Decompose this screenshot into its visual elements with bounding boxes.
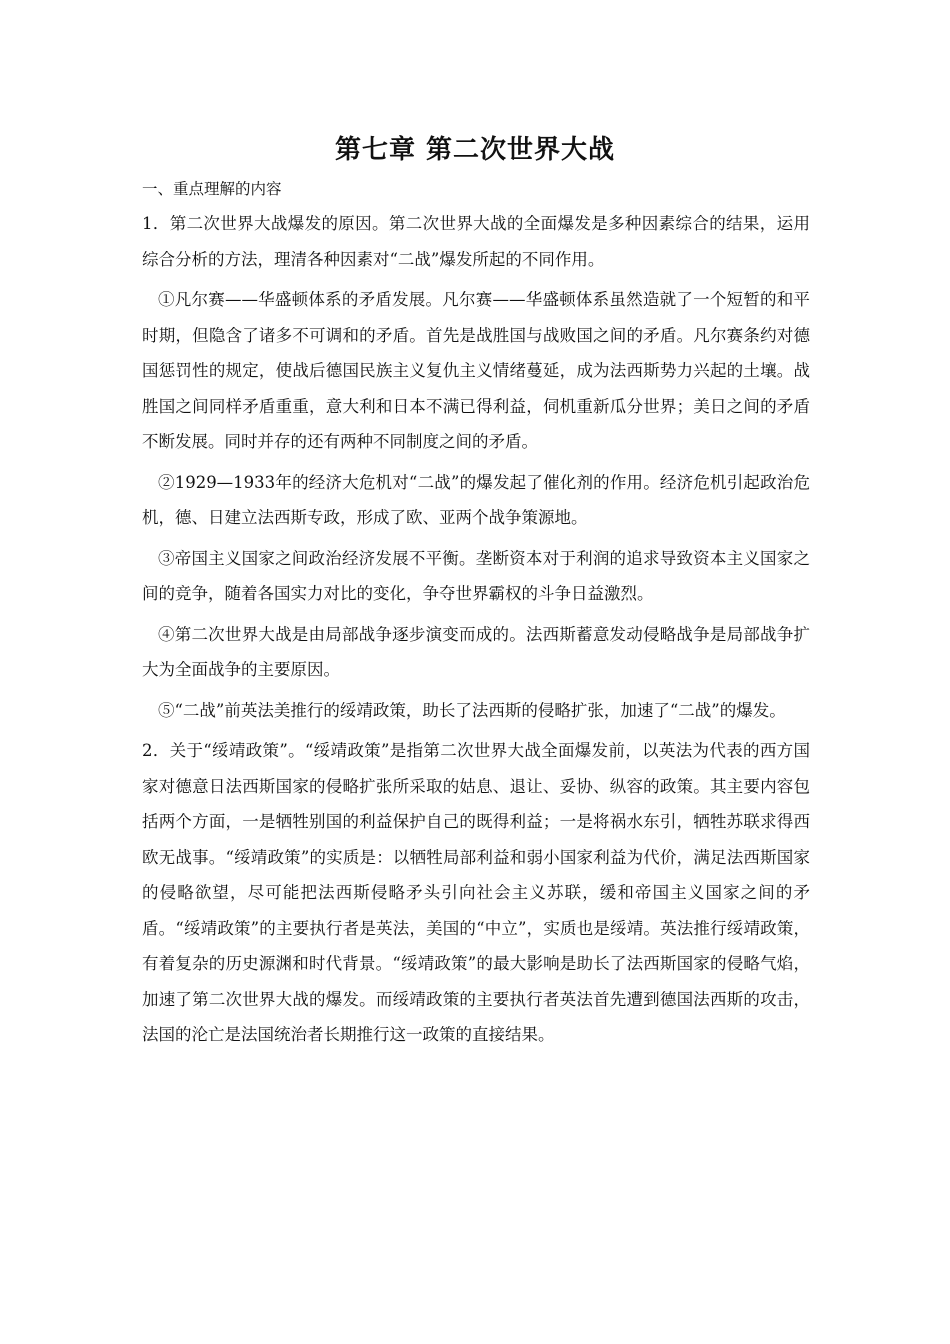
section-heading: 一、重点理解的内容: [142, 180, 282, 198]
paragraph-cause-2: ②1929—1933年的经济大危机对“二战”的爆发起了催化剂的作用。经济危机引起政治危机，德、日建立法西斯专政，形成了欧、亚两个战争策源地。: [142, 472, 810, 527]
paragraph-appeasement: 2．关于“绥靖政策”。“绥靖政策”是指第二次世界大战全面爆发前，以英法为代表的西方国家对德意日法西斯国家的侵略扩张所采取的姑息、退让、妥协、纵容的政策。其主要内容包括两个方面，一是牺牲别国的利益保护自己的既得利益；一是将祸水东引，牺牲苏联求得西欧无战事。“绥靖政策”的实质是：以牺牲局部利益和弱小国家利益为代价，满足法西斯国家的侵略欲望，尽可能把法西斯侵略矛头引向社会主义苏联，缓和帝国主义国家之间的矛盾。“绥靖政策”的主要执行者是英法，美国的“中立”，实质也是绥靖。英法推行绥靖政策，有着复杂的历史源渊和时代背景。“绥靖政策”的最大影响是助长了法西斯国家的侵略气焰，加速了第二次世界大战的爆发。而绥靖政策的主要执行者英法首先遭到德国法西斯的攻击，法国的沦亡是法国统治者长期推行这一政策的直接结果。: [142, 741, 810, 1044]
paragraph-causes-intro: 1．第二次世界大战爆发的原因。第二次世界大战的全面爆发是多种因素综合的结果，运用综合分析的方法，理清各种因素对“二战”爆发所起的不同作用。: [142, 214, 810, 269]
paragraph-cause-3: ③帝国主义国家之间政治经济发展不平衡。垄断资本对于利润的追求导致资本主义国家之间的竞争，随着各国实力对比的变化，争夺世界霸权的斗争日益激烈。: [142, 548, 810, 603]
chapter-title: 第七章 第二次世界大战: [334, 135, 616, 165]
paragraph-cause-1: ①凡尔赛——华盛顿体系的矛盾发展。凡尔赛——华盛顿体系虽然造就了一个短暂的和平时期，但隐含了诸多不可调和的矛盾。首先是战胜国与战败国之间的矛盾。凡尔赛条约对德国惩罚性的规定，使战后德国民族主义复仇主义情绪蔓延，成为法西斯势力兴起的土壤。战胜国之间同样矛盾重重，意大利和日本不满已得利益，伺机重新瓜分世界；美日之间的矛盾不断发展。同时并存的还有两种不同制度之间的矛盾。: [142, 290, 810, 451]
document-body: [142, 178, 810, 1058]
paragraph-cause-5: ⑤“二战”前英法美推行的绥靖政策，助长了法西斯的侵略扩张，加速了“二战”的爆发。: [158, 700, 786, 720]
paragraph-cause-4: ④第二次世界大战是由局部战争逐步演变而成的。法西斯蓄意发动侵略战争是局部战争扩大为全面战争的主要原因。: [142, 624, 810, 679]
